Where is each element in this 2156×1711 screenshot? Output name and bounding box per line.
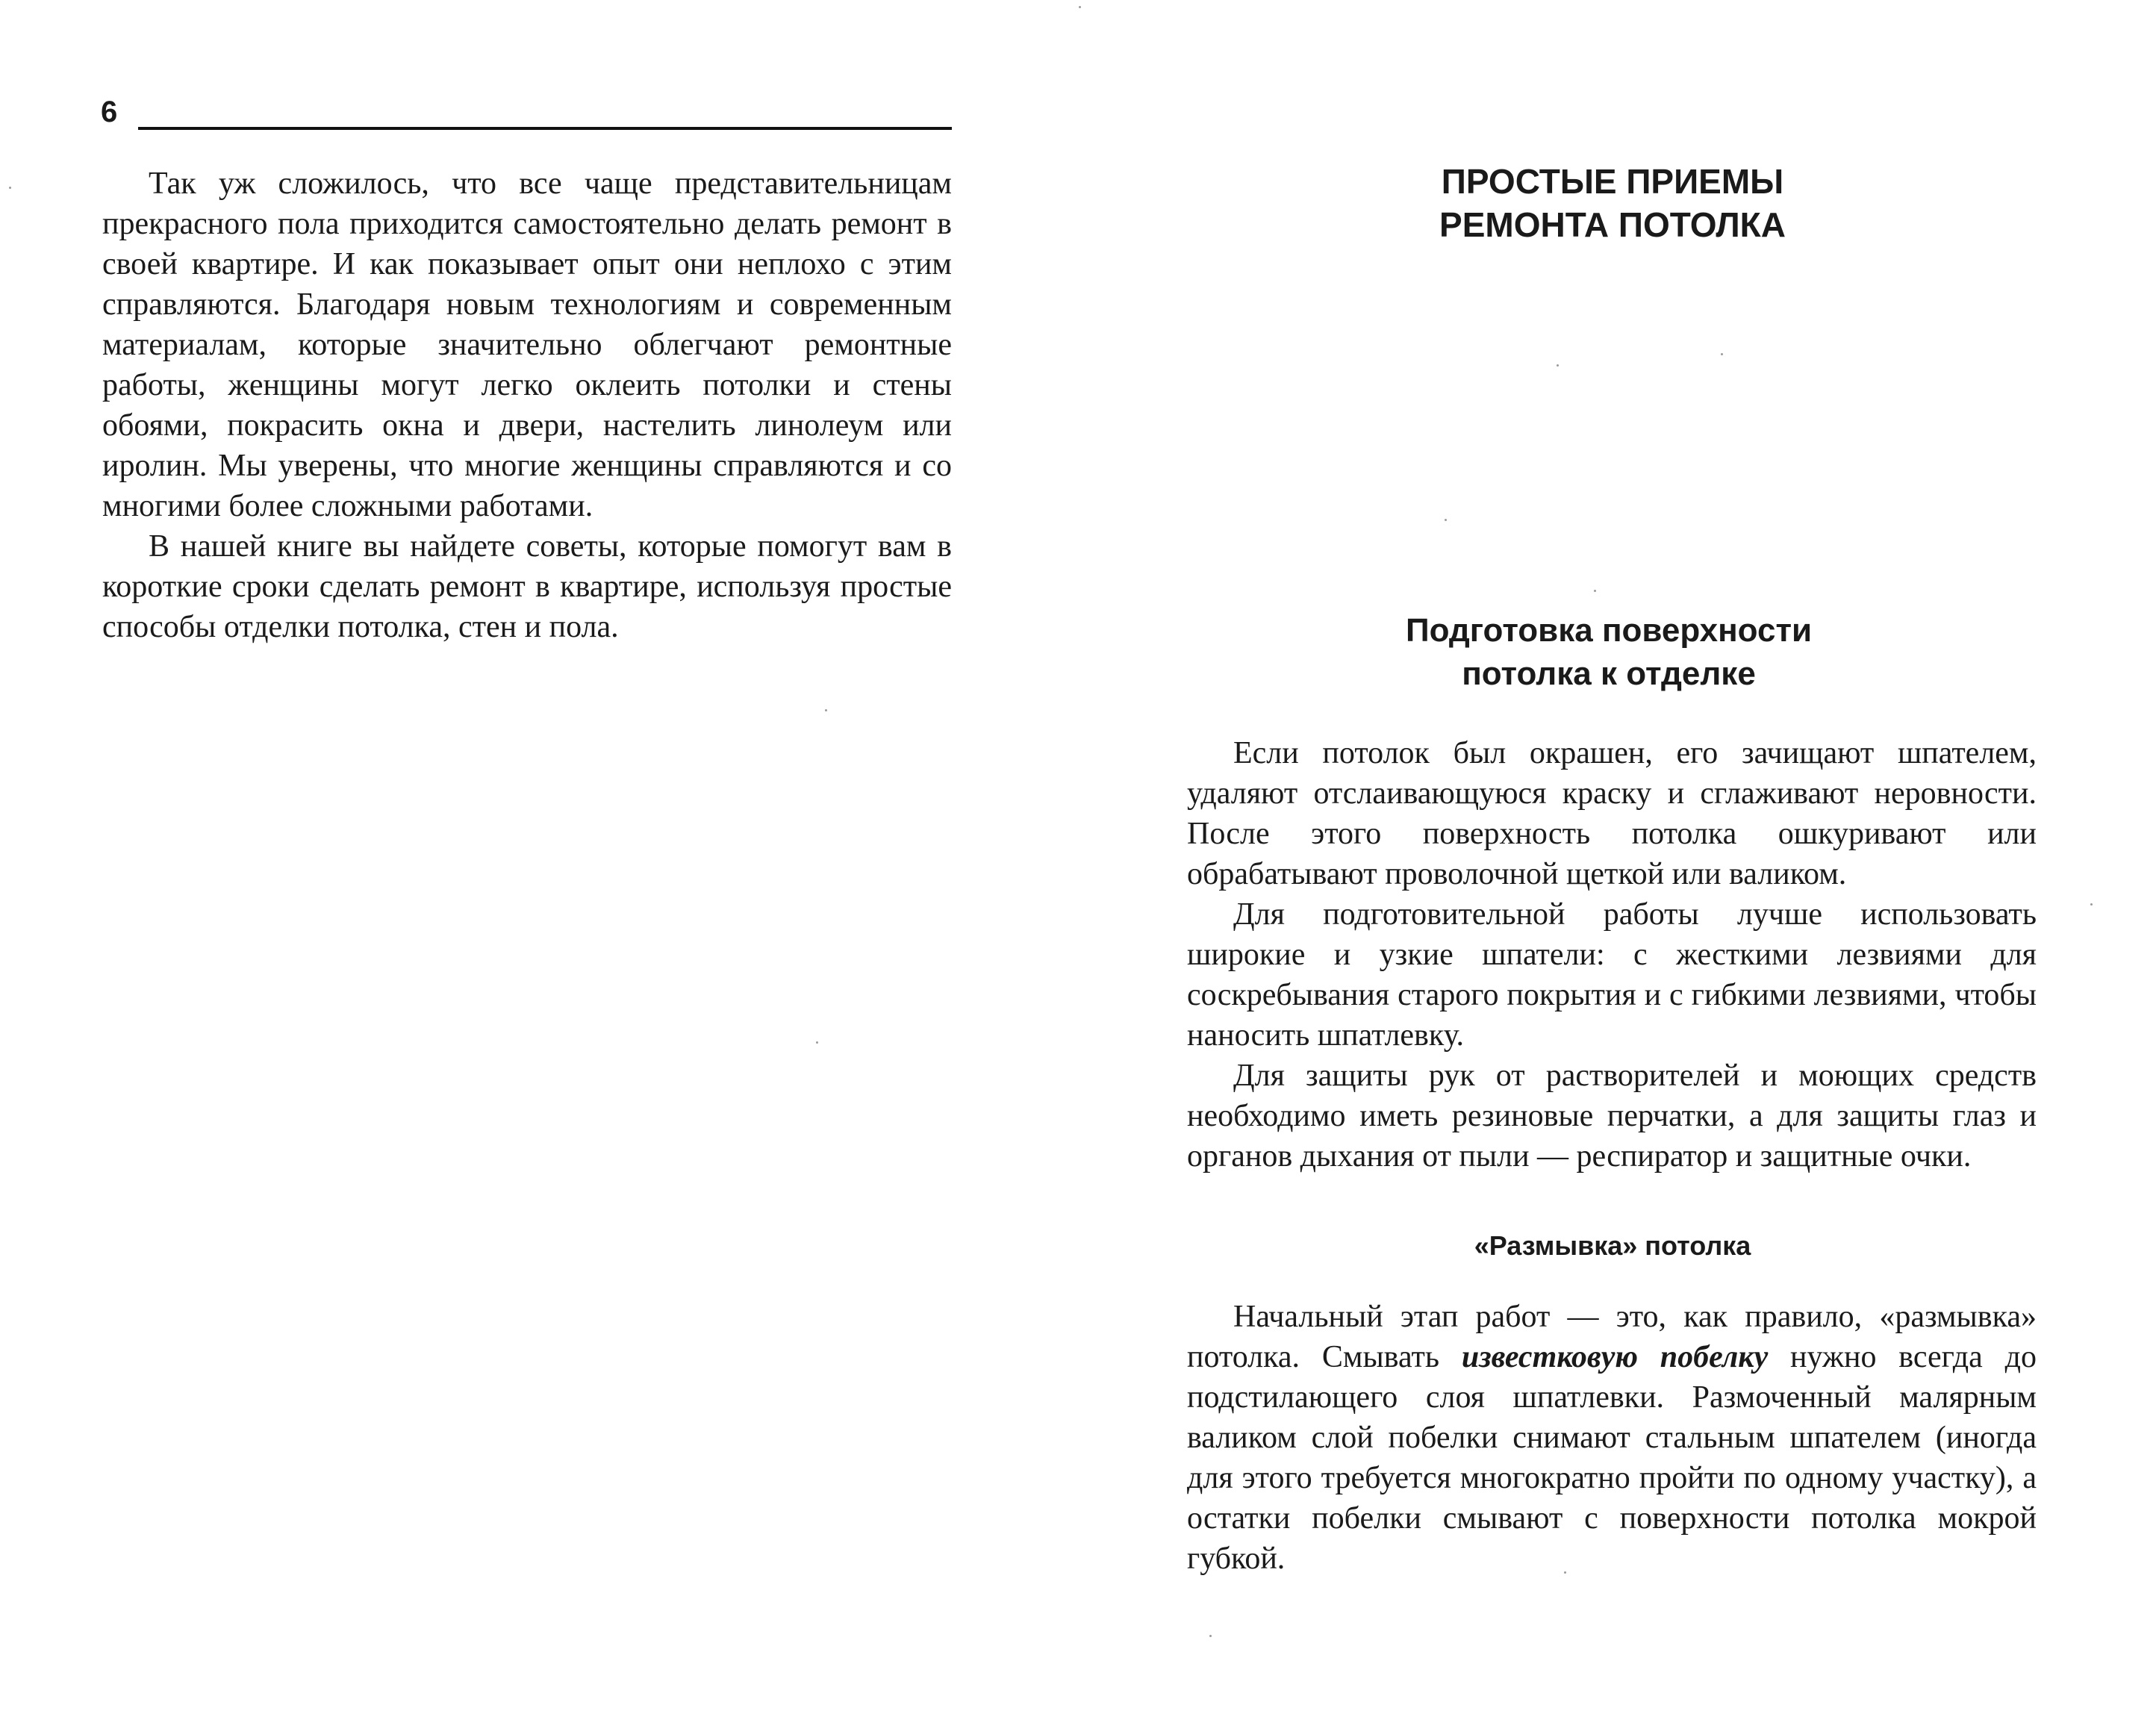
subsection-paragraph (1187, 1297, 2037, 1579)
scan-speck (9, 187, 11, 189)
scan-speck (1209, 1635, 1212, 1637)
scan-speck (1445, 519, 1447, 521)
scan-speck (1721, 353, 1723, 355)
scan-speck (1594, 590, 1596, 592)
scan-speck (1557, 364, 1559, 367)
page-number: 6 (101, 96, 118, 128)
subsection-text (1187, 1297, 2037, 1579)
scan-speck (1079, 6, 1081, 8)
subsection-text-after: нужно всегда до подстилающего слоя шпатлевки. Размоченный малярным валиком слой побелки снимают стальным шпателем (иногда для этого требуется многократно пройти по одному участку), а остатки побелки смывают с поверхности потолка мокрой губкой. (1187, 1340, 2037, 1576)
section-text (1187, 733, 2037, 1176)
scan-speck (825, 709, 827, 711)
section-paragraph-3: Для защиты рук от растворителей и моющих средств необходимо иметь резиновые перчатки, а для защиты глаз и органов дыхания от пыли — респиратор и защитные очки. (1187, 1059, 2037, 1174)
section-paragraph-2: Для подготовительной работы лучше использовать широкие и узкие шпатели: с жесткими лезвиями для соскребывания старого покрытия и с гибкими лезвиями, чтобы наносить шпатлевку. (1187, 897, 2037, 1053)
section-paragraph-1: Если потолок был окрашен, его зачищают шпателем, удаляют отслаивающуюся краску и сглаживают неровности. После этого поверхность потолка ошкуривают или обрабатывают проволочной щеткой или валиком. (1187, 736, 2037, 891)
header-rule (138, 127, 952, 130)
intro-paragraph-2: В нашей книге вы найдете советы, которые помогут вам в короткие сроки сделать ремонт в квартире, используя простые способы отделки потолка, стен и пола. (102, 529, 952, 644)
scan-speck (1564, 1571, 1566, 1574)
subsection-title: «Размывка» потолка (1474, 1230, 1751, 1261)
scan-speck (2090, 903, 2093, 906)
section-title: Подготовка поверхности потолка к отделке (1405, 612, 1813, 692)
intro-paragraph-1: Так уж сложилось, что все чаще представительницам прекрасного пола приходится самостоятельно делать ремонт в своей квартире. И как показывает опыт они неплохо с этим справляются. Благодаря новым технологиям и современным материалам, которые значительно облегчают ремонтные работы, женщины могут легко оклеить потолки и стены обоями, покрасить окна и двери, настелить линолеум или иролин. Мы уверены, что многие женщины справляются и со многими более сложными работами. (102, 166, 952, 523)
chapter-title: ПРОСТЫЕ ПРИЕМЫ РЕМОНТА ПОТОЛКА (1439, 162, 1786, 244)
subsection-text-before: Начальный этап работ — это, как правило, «размывка» потолка. Смывать (1187, 1300, 2037, 1374)
scan-speck (816, 1041, 818, 1044)
emphasized-term: известковую побелку (1461, 1340, 1769, 1374)
left-page-text (102, 163, 952, 647)
